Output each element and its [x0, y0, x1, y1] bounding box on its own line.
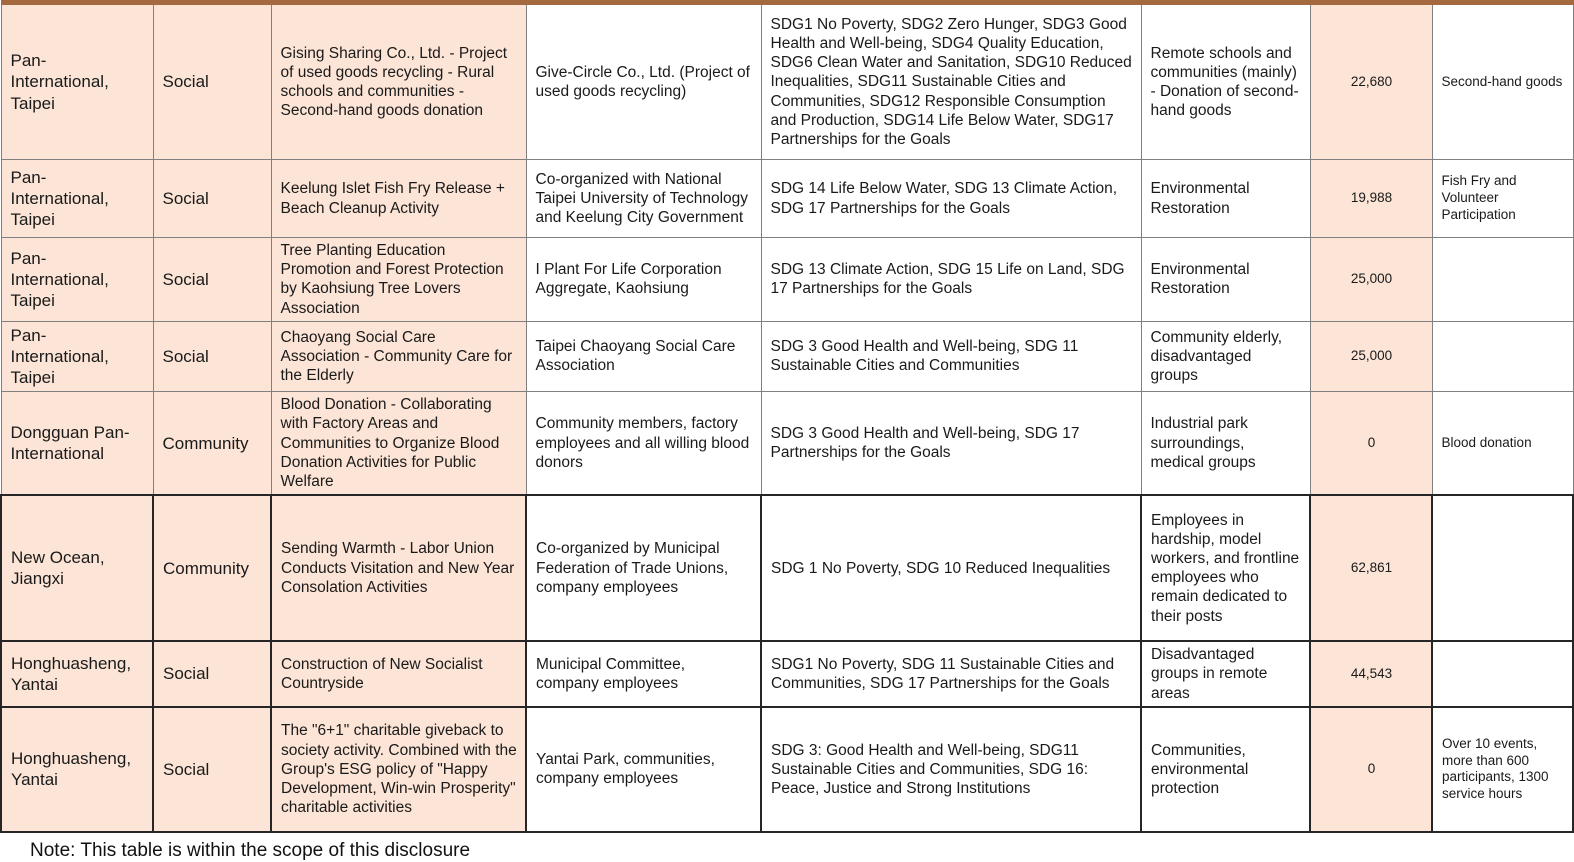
cell-beneficiaries: Industrial park surroundings, medical groups [1141, 392, 1310, 496]
table-row [1, 641, 1573, 707]
cell-note [1432, 238, 1573, 322]
cell-entity: Honghuasheng, Yantai [1, 641, 153, 707]
cell-beneficiaries: Employees in hardship, model workers, and frontline employees who remain dedicated to their posts [1141, 495, 1310, 641]
cell-activity: The "6+1" charitable giveback to society activity. Combined with the Group's ESG policy of "Happy Development, Win-win Prosperity" charitable activities [271, 707, 526, 832]
cell-note: Fish Fry and Volunteer Participation [1432, 160, 1573, 238]
table-row [1, 238, 1573, 322]
cell-beneficiaries: Community elderly, disadvantaged groups [1141, 321, 1310, 391]
cell-activity: Sending Warmth - Labor Union Conducts Visitation and New Year Consolation Activities [271, 495, 526, 641]
cell-activity: Gising Sharing Co., Ltd. - Project of used goods recycling - Rural schools and communities - Second-hand goods donation [271, 3, 526, 160]
table-body [1, 3, 1573, 832]
table-row [1, 495, 1573, 641]
table-row [1, 707, 1573, 832]
cell-entity: Honghuasheng, Yantai [1, 707, 153, 832]
cell-category: Social [153, 160, 271, 238]
cell-partner: Community members, factory employees and all willing blood donors [526, 392, 761, 496]
cell-sdgs: SDG1 No Poverty, SDG 11 Sustainable Cities and Communities, SDG 17 Partnerships for the Goals [761, 641, 1141, 707]
cell-amount: 19,988 [1310, 160, 1432, 238]
cell-amount: 22,680 [1310, 3, 1432, 160]
cell-category: Social [153, 3, 271, 160]
cell-category: Community [153, 392, 271, 496]
cell-amount: 62,861 [1310, 495, 1432, 641]
table-row [1, 3, 1573, 160]
cell-category: Social [153, 238, 271, 322]
cell-amount: 44,543 [1310, 641, 1432, 707]
cell-sdgs: SDG 13 Climate Action, SDG 15 Life on Land, SDG 17 Partnerships for the Goals [761, 238, 1141, 322]
cell-sdgs: SDG1 No Poverty, SDG2 Zero Hunger, SDG3 Good Health and Well-being, SDG4 Quality Education, SDG6 Clean Water and Sanitation, SDG10 Reduced Inequalities, SDG11 Sustainable Cities and Communities, SDG12 Responsible Consumption and Production, SDG14 Life Below Water, SDG17 Partnerships for the Goals [761, 3, 1141, 160]
cell-amount: 0 [1310, 707, 1432, 832]
cell-partner: Give-Circle Co., Ltd. (Project of used goods recycling) [526, 3, 761, 160]
cell-note [1432, 321, 1573, 391]
cell-amount: 25,000 [1310, 238, 1432, 322]
cell-activity: Construction of New Socialist Countryside [271, 641, 526, 707]
cell-partner: Taipei Chaoyang Social Care Association [526, 321, 761, 391]
cell-note: Blood donation [1432, 392, 1573, 496]
cell-amount: 25,000 [1310, 321, 1432, 391]
table-row [1, 160, 1573, 238]
cell-beneficiaries: Environmental Restoration [1141, 238, 1310, 322]
cell-category: Social [153, 321, 271, 391]
cell-activity: Chaoyang Social Care Association - Community Care for the Elderly [271, 321, 526, 391]
cell-entity: Pan-International, Taipei [1, 160, 153, 238]
table-footnote: Note: This table is within the scope of this disclosure [30, 839, 471, 861]
cell-entity: Pan-International, Taipei [1, 238, 153, 322]
cell-partner: Municipal Committee, company employees [526, 641, 761, 707]
table-row [1, 392, 1573, 496]
cell-sdgs: SDG 1 No Poverty, SDG 10 Reduced Inequalities [761, 495, 1141, 641]
cell-note [1432, 495, 1573, 641]
cell-activity: Tree Planting Education Promotion and Forest Protection by Kaohsiung Tree Lovers Association [271, 238, 526, 322]
cell-partner: Yantai Park, communities, company employees [526, 707, 761, 832]
cell-sdgs: SDG 3 Good Health and Well-being, SDG 11 Sustainable Cities and Communities [761, 321, 1141, 391]
cell-note: Over 10 events, more than 600 participants, 1300 service hours [1432, 707, 1573, 832]
cell-entity: Pan-International, Taipei [1, 3, 153, 160]
cell-category: Community [153, 495, 271, 641]
cell-partner: Co-organized by Municipal Federation of Trade Unions, company employees [526, 495, 761, 641]
cell-beneficiaries: Communities, environmental protection [1141, 707, 1310, 832]
cell-activity: Blood Donation - Collaborating with Factory Areas and Communities to Organize Blood Donation Activities for Public Welfare [271, 392, 526, 496]
cell-category: Social [153, 707, 271, 832]
cell-beneficiaries: Disadvantaged groups in remote areas [1141, 641, 1310, 707]
cell-beneficiaries: Environmental Restoration [1141, 160, 1310, 238]
cell-note: Second-hand goods [1432, 3, 1573, 160]
cell-note [1432, 641, 1573, 707]
cell-entity: Pan-International, Taipei [1, 321, 153, 391]
cell-category: Social [153, 641, 271, 707]
table-row [1, 321, 1573, 391]
cell-partner: I Plant For Life Corporation Aggregate, Kaohsiung [526, 238, 761, 322]
cell-sdgs: SDG 14 Life Below Water, SDG 13 Climate Action, SDG 17 Partnerships for the Goals [761, 160, 1141, 238]
cell-sdgs: SDG 3 Good Health and Well-being, SDG 17 Partnerships for the Goals [761, 392, 1141, 496]
cell-amount: 0 [1310, 392, 1432, 496]
cell-entity: New Ocean, Jiangxi [1, 495, 153, 641]
cell-sdgs: SDG 3: Good Health and Well-being, SDG11 Sustainable Cities and Communities, SDG 16: Peace, Justice and Strong Institutions [761, 707, 1141, 832]
cell-entity: Dongguan Pan-International [1, 392, 153, 496]
cell-partner: Co-organized with National Taipei University of Technology and Keelung City Government [526, 160, 761, 238]
cell-activity: Keelung Islet Fish Fry Release + Beach Cleanup Activity [271, 160, 526, 238]
cell-beneficiaries: Remote schools and communities (mainly) - Donation of second-hand goods [1141, 3, 1310, 160]
